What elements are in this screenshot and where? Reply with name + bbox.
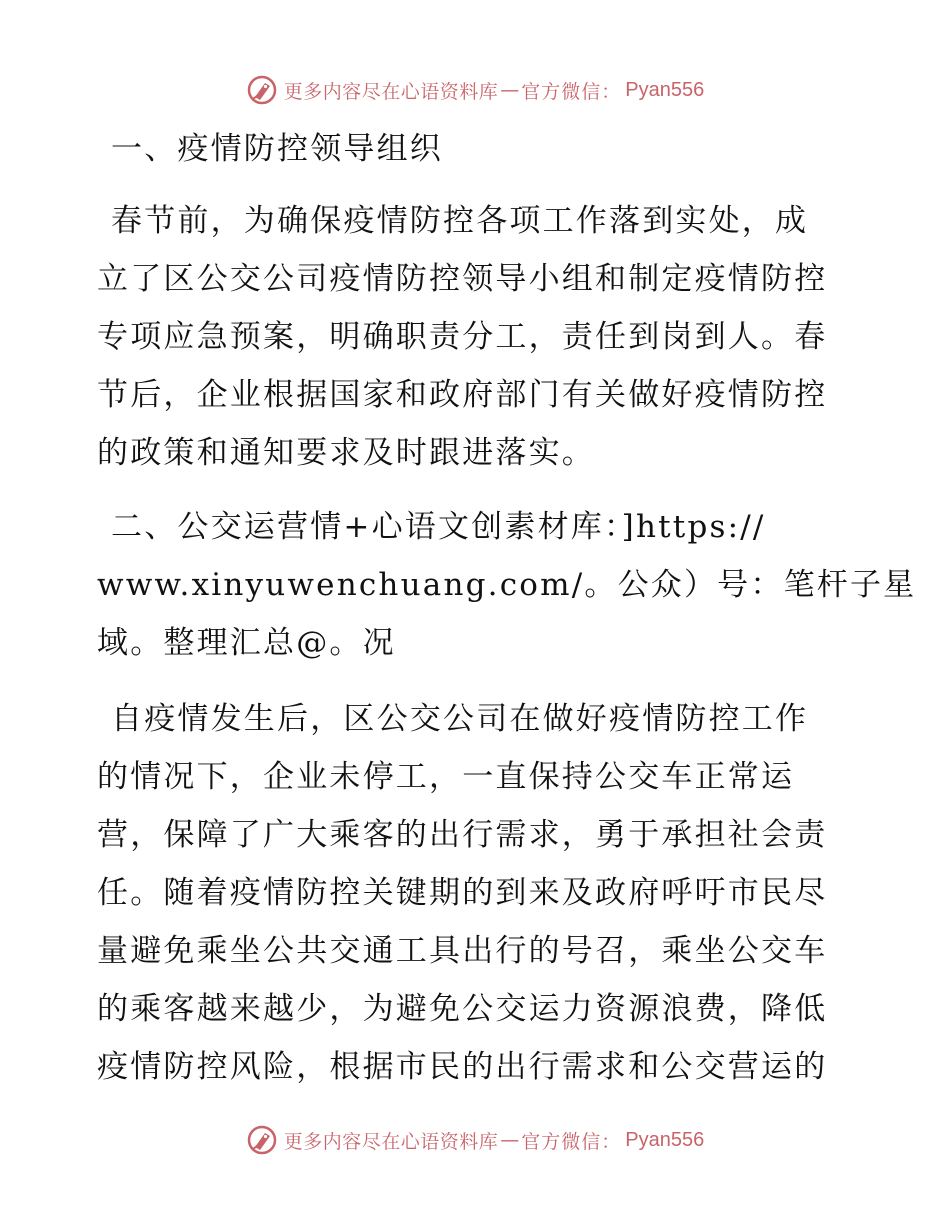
paragraph-2-line: 自疫情发生后，区公交公司在做好疫情防控工作 [111, 701, 809, 737]
paragraph-2-line: 营，保障了广大乘客的出行需求，勇于承担社会责 [97, 817, 828, 853]
heading-2-line: www.xinyuwenchuang.com/。公众）号：笔杆子星 [97, 567, 917, 603]
heading-2-line: 二、公交运营情+心语文创素材库：]https:// [111, 509, 766, 545]
paragraph-2-line: 的乘客越来越少，为避免公交运力资源浪费，降低 [97, 991, 828, 1027]
heading-1-text: 一、疫情防控领导组织 [111, 131, 443, 167]
paragraph-1-line: 节后，企业根据国家和政府部门有关做好疫情防控 [97, 377, 828, 413]
pen-nib-logo-icon [246, 1124, 278, 1156]
paragraph-2 [97, 690, 857, 1096]
paragraph-1 [97, 192, 857, 482]
pen-nib-logo-icon [246, 74, 278, 106]
watermark-brand: 更多内容尽在心语资料库 [283, 1130, 499, 1153]
watermark-separator: — [500, 79, 520, 101]
paragraph-1-line: 的政策和通知要求及时跟进落实。 [97, 435, 595, 471]
watermark-wechat-id: Pyan556 [625, 1128, 705, 1151]
watermark-banner-bottom [0, 1120, 950, 1160]
paragraph-2-line: 任。随着疫情防控关键期的到来及政府呼吁市民尽 [97, 875, 828, 911]
watermark-separator: — [500, 1129, 520, 1151]
watermark-brand: 更多内容尽在心语资料库 [283, 80, 499, 103]
paragraph-1-line: 专项应急预案，明确职责分工，责任到岗到人。春 [97, 319, 828, 355]
paragraph-1-line: 立了区公交公司疫情防控领导小组和制定疫情防控 [97, 261, 828, 297]
watermark-banner-top [0, 70, 950, 110]
paragraph-1-line: 春节前，为确保疫情防控各项工作落到实处，成 [111, 203, 809, 239]
watermark-wechat-label: 官方微信： [521, 1130, 622, 1153]
heading-2-line: 域。整理汇总@。况 [97, 625, 396, 661]
paragraph-2-line: 的情况下，企业未停工，一直保持公交车正常运 [97, 759, 795, 795]
paragraph-2-line: 疫情防控风险，根据市民的出行需求和公交营运的 [97, 1049, 828, 1085]
watermark-wechat-id: Pyan556 [625, 78, 705, 101]
heading-2 [97, 498, 917, 672]
watermark-wechat-label: 官方微信： [521, 80, 622, 103]
paragraph-2-line: 量避免乘坐公共交通工具出行的号召，乘坐公交车 [97, 933, 828, 969]
heading-1 [97, 120, 857, 178]
